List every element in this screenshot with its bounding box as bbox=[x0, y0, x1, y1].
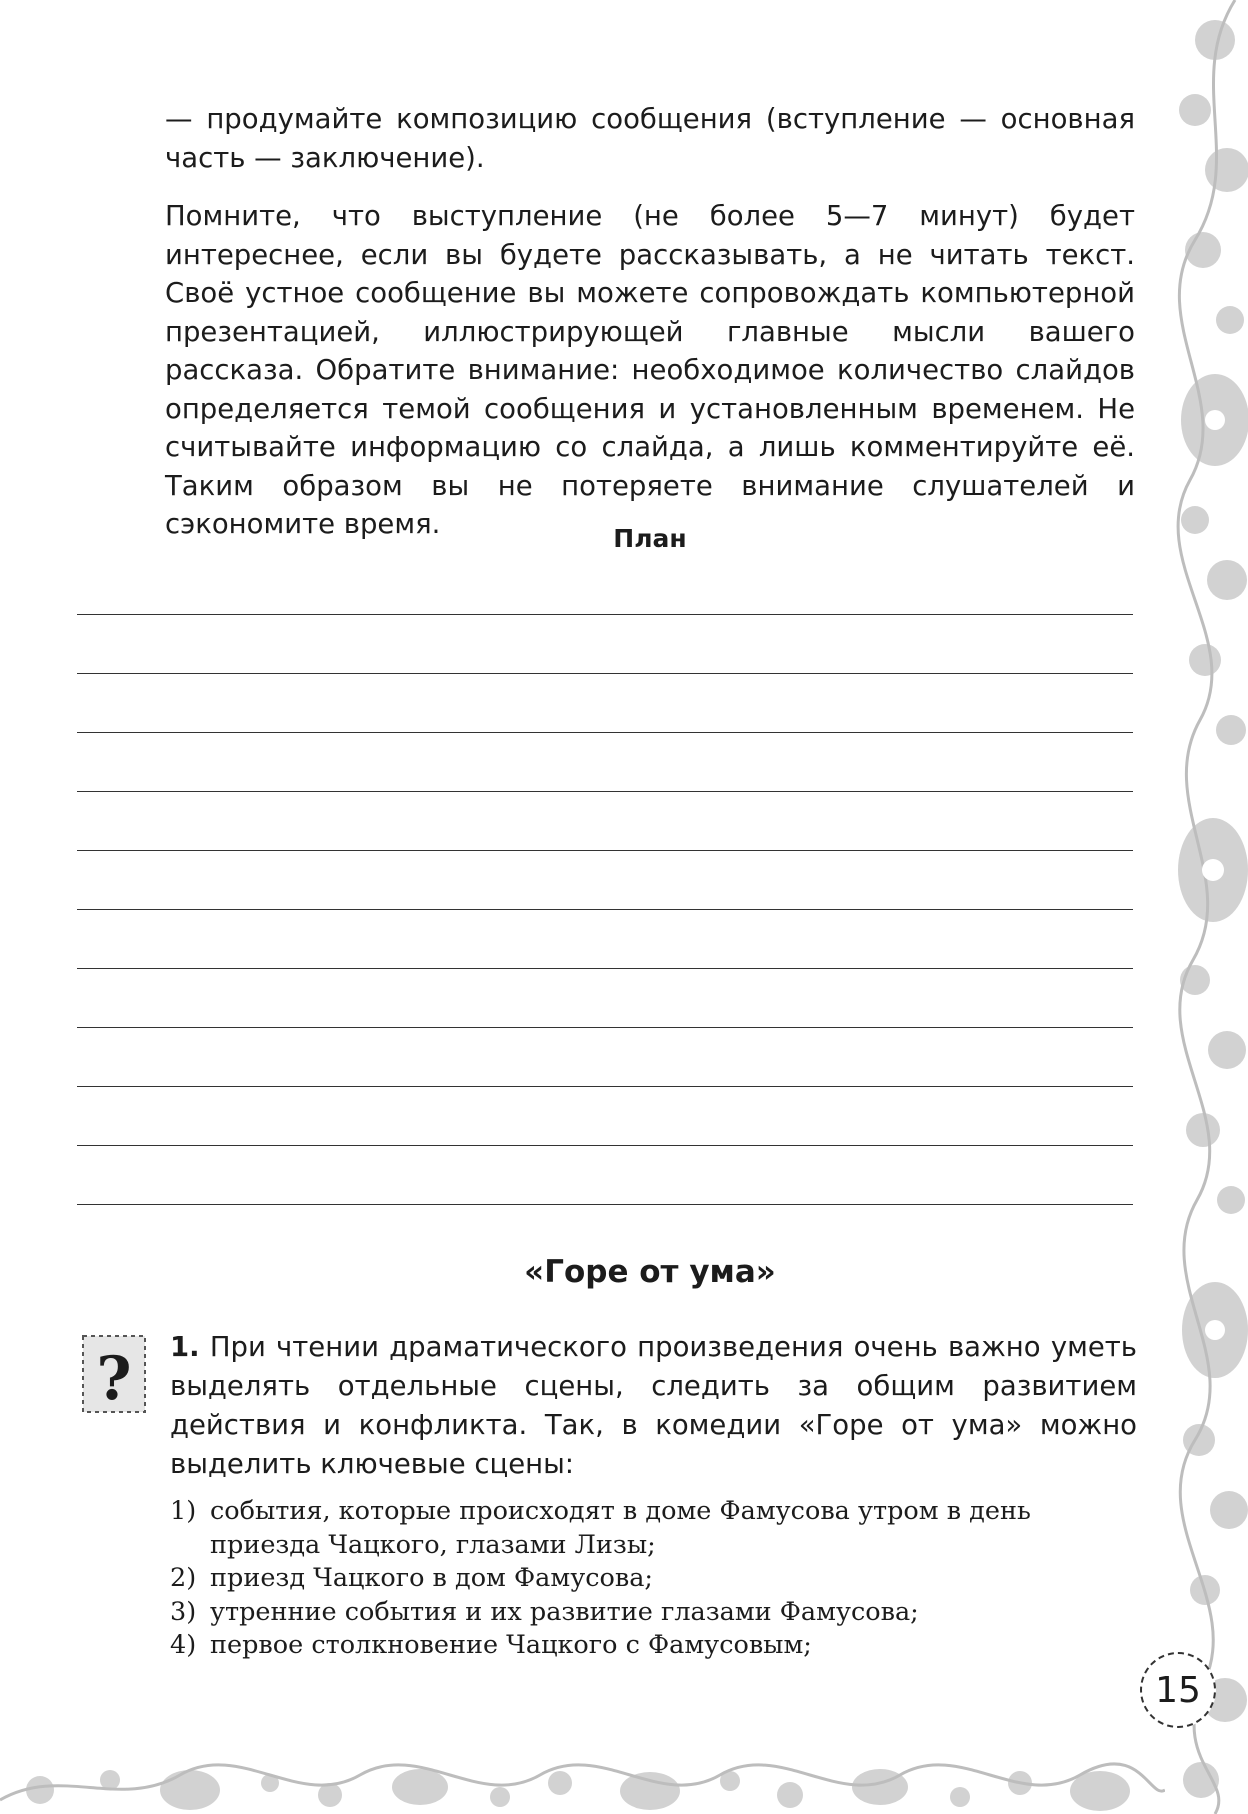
writing-line[interactable] bbox=[77, 732, 1133, 733]
list-item-number: 1) bbox=[170, 1496, 197, 1526]
plan-writing-lines bbox=[77, 614, 1133, 1214]
list-item-number: 3) bbox=[170, 1596, 197, 1627]
list-item bbox=[170, 1562, 1137, 1596]
writing-line[interactable] bbox=[77, 909, 1133, 910]
page-number: 15 bbox=[1140, 1652, 1216, 1728]
list-item-text: первое столкновение Чацкого с Фамусовым; bbox=[210, 1630, 812, 1660]
writing-line[interactable] bbox=[77, 1027, 1133, 1028]
writing-line[interactable] bbox=[77, 1086, 1133, 1087]
writing-line[interactable] bbox=[77, 850, 1133, 851]
question-icon bbox=[80, 1333, 148, 1415]
task-1-text bbox=[170, 1328, 1137, 1484]
list-item bbox=[170, 1495, 1137, 1562]
plan-heading: План bbox=[613, 524, 687, 553]
task-description: При чтении драматического произведения очень важно уметь выделять отдельные сцены, следить за общим развитием действия и конфликта. Так, в комедии «Горе от ума» можно выделить ключевые сцены: bbox=[170, 1331, 1137, 1480]
list-item-text: утренние события и их развитие глазами Фамусова; bbox=[210, 1596, 919, 1627]
writing-line[interactable] bbox=[77, 791, 1133, 792]
key-scenes-list bbox=[170, 1495, 1137, 1663]
task-number: 1. bbox=[170, 1331, 200, 1363]
paragraph-presentation-advice: Помните, что выступление (не более 5—7 минут) будет интереснее, если вы будете рассказывать, а не читать текст. Своё устное сообщение вы можете сопровождать компьютерной презентацией, иллюстрирующей главные мысли вашего рассказа. Обратите внимание: необходимое количество слайдов определяется темой сообщения и установленным временем. Не считывайте информацию со слайда, а лишь комментируйте её. Таким образом вы не потеряете внимание слушателей и сэкономите время. bbox=[165, 200, 1135, 540]
svg-text:?: ? bbox=[96, 1344, 132, 1414]
writing-line[interactable] bbox=[77, 1145, 1133, 1146]
list-item bbox=[170, 1629, 1137, 1663]
list-item-number: 2) bbox=[170, 1563, 197, 1593]
section-title: «Горе от ума» bbox=[524, 1254, 776, 1290]
writing-line[interactable] bbox=[77, 614, 1133, 615]
list-item-number: 4) bbox=[170, 1630, 197, 1660]
floral-ornament-border-bottom bbox=[0, 1745, 1165, 1814]
list-item-text: события, которые происходят в доме Фамусова утром в день приезда Чацкого, глазами Лизы; bbox=[210, 1496, 1031, 1560]
list-item-text: приезд Чацкого в дом Фамусова; bbox=[210, 1563, 653, 1593]
list-item bbox=[170, 1596, 1137, 1630]
writing-line[interactable] bbox=[77, 968, 1133, 969]
writing-line[interactable] bbox=[77, 1204, 1133, 1205]
paragraph-composition-tip: — продумайте композицию сообщения (вступление — основная часть — заключение). bbox=[165, 103, 1135, 174]
floral-ornament-border-right bbox=[1165, 0, 1248, 1814]
writing-line[interactable] bbox=[77, 673, 1133, 674]
